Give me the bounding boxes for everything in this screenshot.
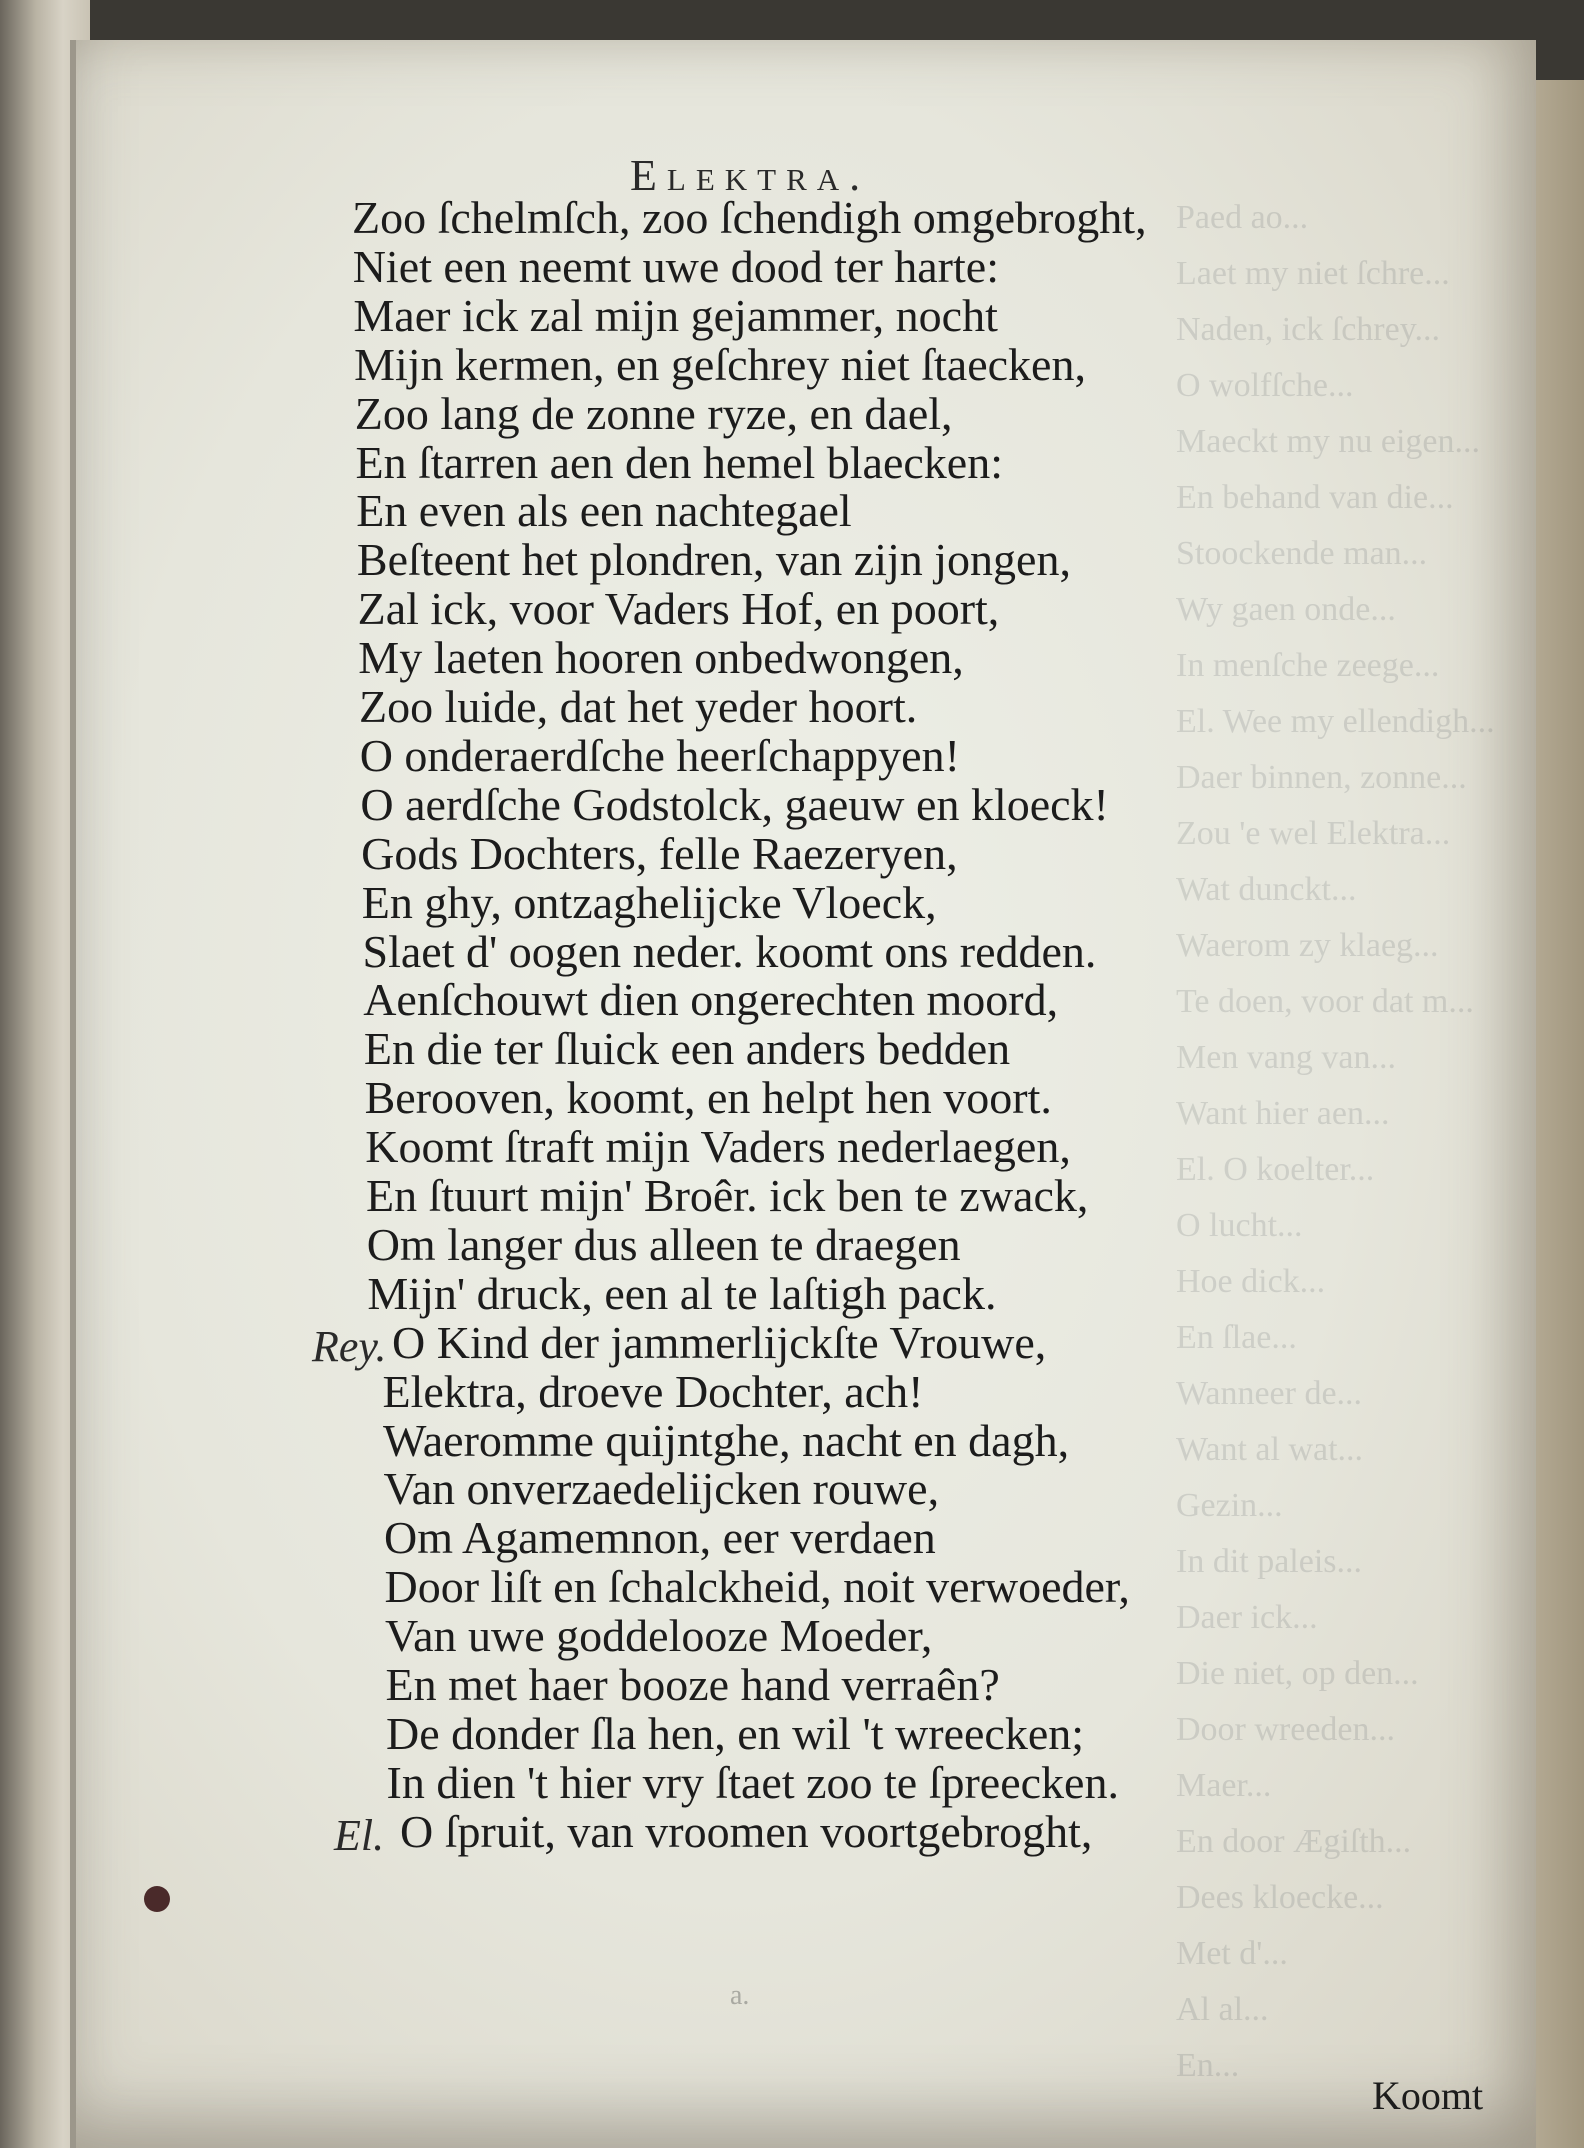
verse-line: My laeten hooren onbedwongen, (358, 632, 964, 684)
verse-line: En die ter ſluick een anders bedden (363, 1023, 1011, 1075)
verse-line: Aenſchouwt dien ongerechten moord, (363, 974, 1059, 1026)
catchword: Koomt (1372, 2073, 1484, 2118)
verse-line: De donder ſla hen, en wil 't wreecken; (386, 1707, 1085, 1759)
verse-line: Door liſt en ſchalckheid, noit verwoeder, (384, 1561, 1130, 1613)
verse-line: Om langer dus alleen te draegen (366, 1218, 961, 1270)
verse-line: Mijn' druck, een al te laſtigh pack. (367, 1267, 997, 1319)
verse-line: Om Agamemnon, eer verdaen (384, 1512, 936, 1564)
verse-line: En met haer booze hand verraên? (385, 1659, 1000, 1710)
verse-line: Mijn kermen, en geſchrey niet ſtaecken, (354, 338, 1086, 390)
verse-line: O onderaerdſche heerſchappyen! (359, 729, 960, 781)
signature-mark: a. (730, 1980, 750, 2011)
verse-line: Gods Dochters, felle Raezeryen, (361, 827, 958, 879)
verse-line: In dien 't hier vry ſtaet zoo te ſpreecken. (386, 1756, 1119, 1808)
verse-line: En ſtarren aen den hemel blaecken: (355, 436, 1004, 488)
verse-line: Zoo lang de zonne ryze, en dael, (354, 387, 953, 439)
verse-line: Niet een neemt uwe dood ter harte: (352, 240, 999, 292)
verse-line: Zal ick, voor Vaders Hof, en poort, (357, 583, 1000, 635)
verse-line: En ghy, ontzaghelijcke Vloeck, (361, 876, 937, 928)
verse-line: O Kind der jammerlijckſte Vrouwe, (392, 1316, 1047, 1368)
verse-line: Zoo ſchelmſch, zoo ſchendigh omgebroght, (352, 192, 1147, 243)
verse-line: Van onverzaedelijcken rouwe, (383, 1463, 940, 1515)
verse-line: Zoo luide, dat het yeder hoort. (359, 681, 918, 732)
speaker-label: Rey. (312, 1321, 387, 1371)
verse-line: Slaet d' oogen neder. koomt ons redden. (362, 925, 1097, 977)
running-head: Elektra. (630, 151, 871, 200)
verse-line: Elektra, droeve Dochter, ach! (382, 1365, 924, 1417)
ink-blot (144, 1886, 170, 1912)
verse-line: O aerdſche Godstolck, gaeuw en kloeck! (360, 778, 1109, 830)
verse-line: Beſteent het plondren, van zijn jongen, (356, 534, 1071, 586)
verse-line: Van uwe goddelooze Moeder, (385, 1610, 933, 1662)
verse-line: Berooven, koomt, en helpt hen voort. (364, 1072, 1052, 1124)
bleed-through-text: Paed ao... Laet my niet ſchre... Naden, ick ſchrey... O wolfſche... Maeckt my nu eigen... En behand van die... Stoockende man... Wy gaen onde... In menſche zeege... El. Wee my ellendigh... Daer binnen, zonne... Zou 'e wel Elektra... Wat dunckt... Waerom zy klaeg... Te doen, voor dat m... Men vang van... Want hier aen... El. O koelter... O lucht... Hoe dick... En ſlae... Wanneer de... Want al wat... Gezin... In dit paleis... Daer ick... Die niet, op den... Door wreeden... Maer... En door Ægiſth... Dees kloecke... Met d'... Al al... En... (1176, 199, 1495, 2084)
verse-line: O ſpruit, van vroomen voortgebroght, (400, 1805, 1093, 1857)
speaker-label: El. (334, 1810, 385, 1860)
verse-line: En even als een nachtegael (356, 485, 852, 537)
verse-line: Maer ick zal mijn gejammer, nocht (353, 289, 998, 341)
verse-line: Waeromme quijntghe, nacht en dagh, (383, 1414, 1070, 1466)
verse-line: En ſtuurt mijn' Broêr. ick ben te zwack, (366, 1170, 1089, 1221)
verse-line: Koomt ſtraft mijn Vaders nederlaegen, (365, 1121, 1071, 1173)
